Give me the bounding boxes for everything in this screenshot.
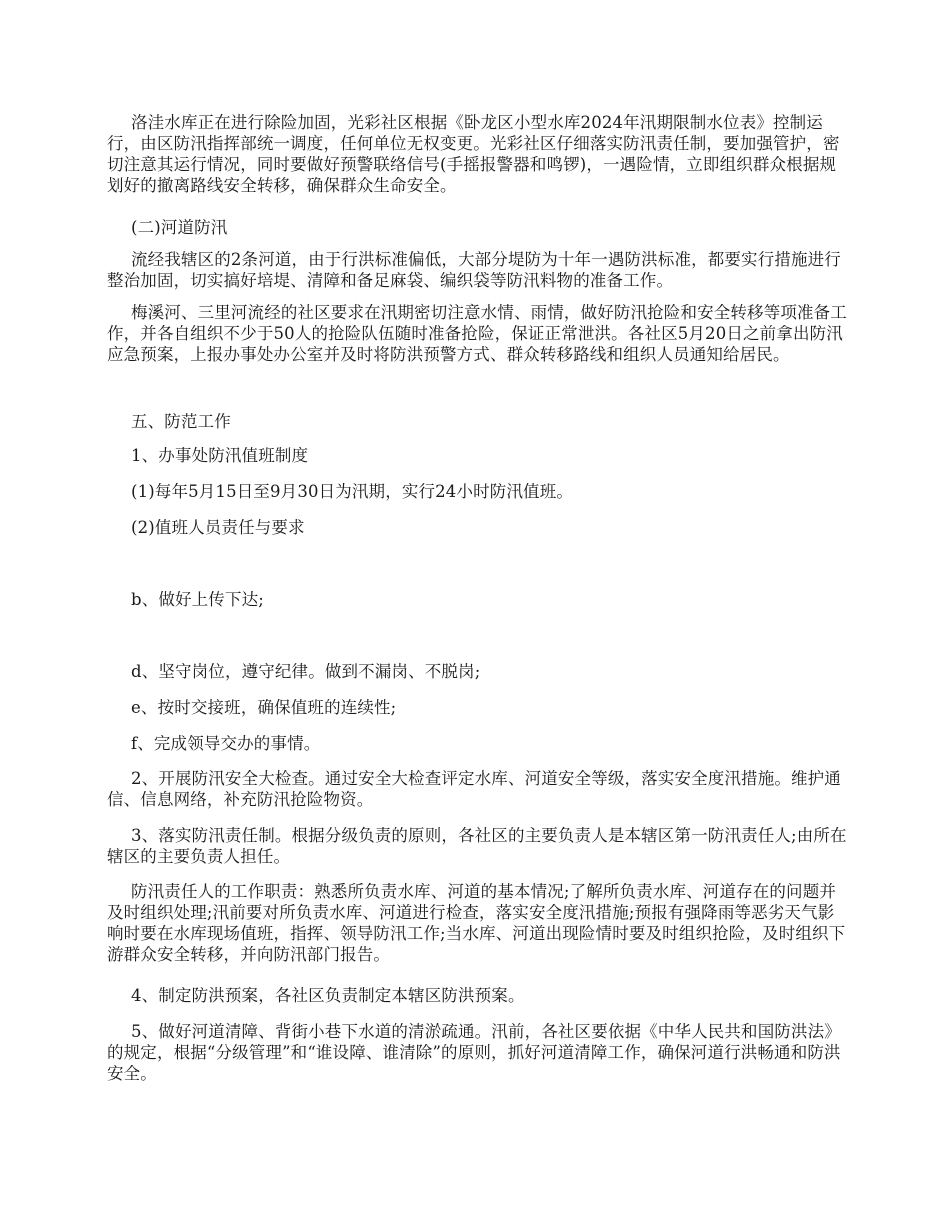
paragraph-duties: 防汛责任人的工作职责：熟悉所负责水库、河道的基本情况;了解所负责水库、河道存在的问题并及时组织处理;汛前要对所负责水库、河道进行检查，落实安全度汛措施;预报有强降雨等恶劣天气影响时要在水库现场值班，指挥、领导防汛工作;当水库、河道出现险情时要及时组织抢险，及时组织下游群众安全转移，并向防汛部门报告。 [107, 882, 846, 964]
paragraph-river-reinforcement: 流经我辖区的2条河道，由于行洪标准偏低，大部分堤防为十年一遇防洪标准，都要实行措施进行整治加固，切实搞好培堤、清障和备足麻袋、编织袋等防汛料物的准备工作。 [107, 250, 841, 290]
paragraph-community-preparation: 梅溪河、三里河流经的社区要求在汛期密切注意水情、雨情，做好防汛抢险和安全转移等项准备工作，并各自组织不少于50人的抢险队伍随时准备抢险，保证正常泄洪。各社区5月20日之前拿出防汛应急预案，上报办事处办公室并及时将防洪预警方式、群众转移路线和组织人员通知给居民。 [107, 303, 847, 364]
item-flood-season: (1)每年5月15日至9月30日为汛期，实行24小时防汛值班。 [131, 482, 574, 501]
paragraph-reservoir: 洛洼水库正在进行除险加固，光彩社区根据《卧龙区小型水库2024年汛期限制水位表》控制运行，由区防汛指挥部统一调度，任何单位无权变更。光彩社区仔细落实防汛责任制，要加强管护，密切注意其运行情况，同时要做好预警联络信号(手摇报警器和鸣锣)，一遇险情，立即组织群众根据规划好的撤离路线安全转移，确保群众生命安全。 [107, 113, 840, 195]
paragraph-river-clearing: 5、做好河道清障、背街小巷下水道的清淤疏通。汛前，各社区要依据《中华人民共和国防洪法》的规定，根据“分级管理”和“谁设障、谁清除”的原则，抓好河道清障工作，确保河道行洪畅通和防洪安全。 [107, 1022, 841, 1083]
item-e: e、按时交接班，确保值班的连续性; [131, 698, 397, 717]
heading-duty-system: 1、办事处防汛值班制度 [131, 446, 309, 465]
paragraph-responsibility-system: 3、落实防汛责任制。根据分级负责的原则，各社区的主要负责人是本辖区第一防汛责任人;由所在辖区的主要负责人担任。 [107, 826, 847, 866]
heading-prevention-work: 五、防范工作 [131, 412, 231, 431]
item-b: b、做好上传下达; [131, 590, 264, 609]
paragraph-safety-inspection: 2、开展防汛安全大检查。通过安全大检查评定水库、河道安全等级，落实安全度汛措施。维护通信、信息网络，补充防汛抢险物资。 [107, 769, 841, 809]
heading-river-flood-control: (二)河道防汛 [131, 218, 228, 237]
item-duty-responsibilities: (2)值班人员责任与要求 [131, 518, 305, 537]
item-f: f、完成领导交办的事情。 [131, 734, 321, 753]
paragraph-contingency-plan: 4、制定防洪预案，各社区负责制定本辖区防洪预案。 [131, 986, 525, 1005]
item-d: d、坚守岗位，遵守纪律。做到不漏岗、不脱岗; [131, 662, 481, 681]
